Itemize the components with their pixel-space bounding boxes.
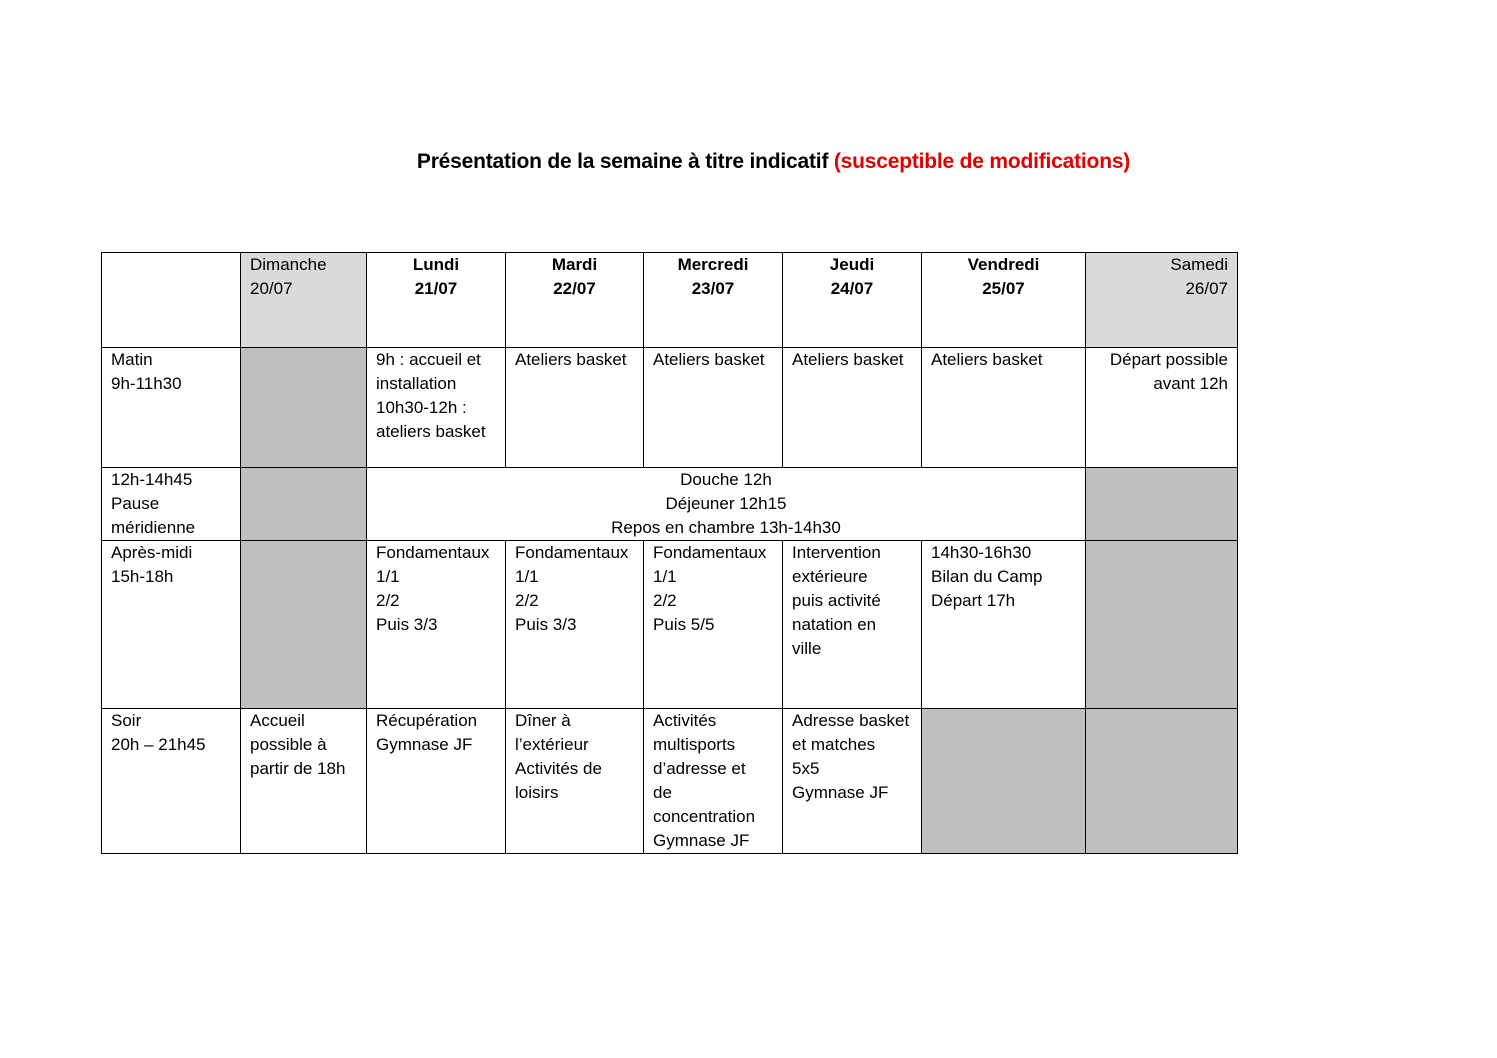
- row-label-soir: Soir 20h – 21h45: [102, 709, 241, 854]
- row-soir: [102, 709, 1238, 854]
- cell-soir-mercredi: Activités multisports d’adresse et de concentration Gymnase JF: [644, 709, 783, 854]
- cell-matin-jeudi: Ateliers basket: [783, 348, 922, 468]
- day-header-samedi: Samedi 26/07: [1086, 253, 1238, 348]
- cell-pause-merged: Douche 12h Déjeuner 12h15 Repos en chambre 13h-14h30: [367, 468, 1086, 541]
- cell-aprem-jeudi: Intervention extérieure puis activité natation en ville: [783, 541, 922, 709]
- cell-soir-mardi: Dîner à l’extérieur Activités de loisirs: [506, 709, 644, 854]
- cell-aprem-mercredi: Fondamentaux 1/1 2/2 Puis 5/5: [644, 541, 783, 709]
- cell-aprem-lundi: Fondamentaux 1/1 2/2 Puis 3/3: [367, 541, 506, 709]
- title-note: (susceptible de modifications): [833, 150, 1131, 173]
- cell-soir-dimanche: Accueil possible à partir de 18h: [241, 709, 367, 854]
- cell-empty: [1086, 541, 1238, 709]
- cell-aprem-mardi: Fondamentaux 1/1 2/2 Puis 3/3: [506, 541, 644, 709]
- cell-matin-samedi: Départ possible avant 12h: [1086, 348, 1238, 468]
- title-main: Présentation de la semaine à titre indicatif: [416, 150, 834, 173]
- header-row: [102, 253, 1238, 348]
- row-label-apres-midi: Après-midi 15h-18h: [102, 541, 241, 709]
- schedule-table: [101, 252, 1238, 854]
- corner-cell: [102, 253, 241, 348]
- row-pause: [102, 468, 1238, 541]
- day-header-mardi: Mardi 22/07: [506, 253, 644, 348]
- cell-empty: [241, 541, 367, 709]
- day-header-dimanche: Dimanche 20/07: [241, 253, 367, 348]
- cell-empty: [1086, 468, 1238, 541]
- row-matin: [102, 348, 1238, 468]
- cell-empty: [241, 348, 367, 468]
- row-label-pause: 12h-14h45 Pause méridienne: [102, 468, 241, 541]
- row-apres-midi: [102, 541, 1238, 709]
- cell-matin-lundi: 9h : accueil et installation 10h30-12h : ateliers basket: [367, 348, 506, 468]
- day-header-jeudi: Jeudi 24/07: [783, 253, 922, 348]
- cell-empty: [1086, 709, 1238, 854]
- cell-soir-lundi: Récupération Gymnase JF: [367, 709, 506, 854]
- cell-matin-mercredi: Ateliers basket: [644, 348, 783, 468]
- cell-empty: [241, 468, 367, 541]
- day-header-lundi: Lundi 21/07: [367, 253, 506, 348]
- page-title: [0, 150, 1497, 174]
- cell-soir-jeudi: Adresse basket et matches 5x5 Gymnase JF: [783, 709, 922, 854]
- row-label-matin: Matin 9h-11h30: [102, 348, 241, 468]
- day-header-vendredi: Vendredi 25/07: [922, 253, 1086, 348]
- cell-matin-vendredi: Ateliers basket: [922, 348, 1086, 468]
- cell-matin-mardi: Ateliers basket: [506, 348, 644, 468]
- cell-empty: [922, 709, 1086, 854]
- day-header-mercredi: Mercredi 23/07: [644, 253, 783, 348]
- cell-aprem-vendredi: 14h30-16h30 Bilan du Camp Départ 17h: [922, 541, 1086, 709]
